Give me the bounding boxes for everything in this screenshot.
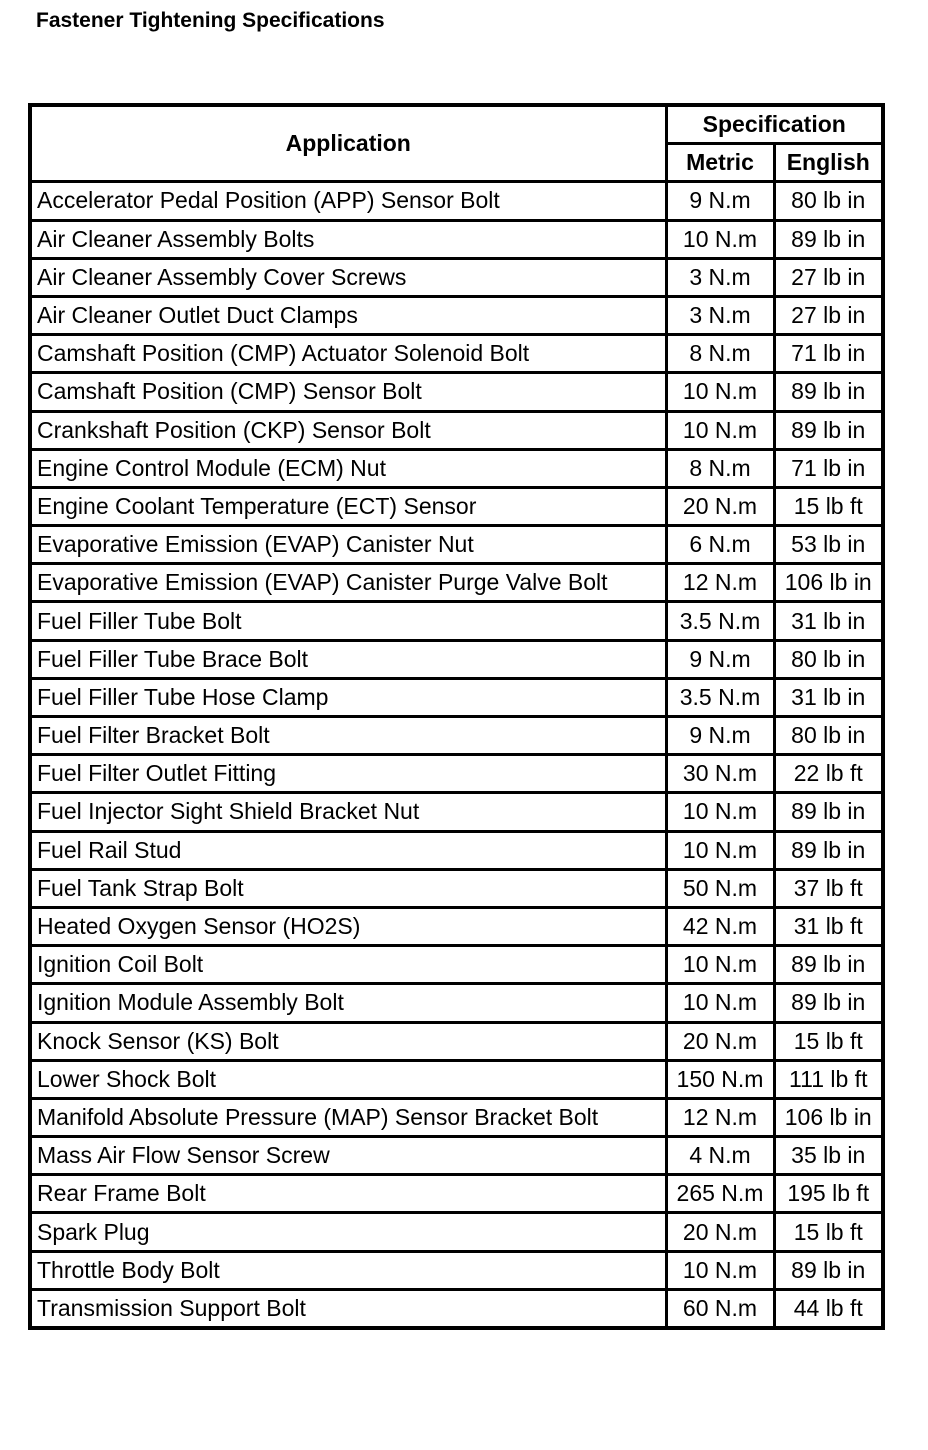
- cell-metric: 3.5 N.m: [666, 678, 774, 716]
- cell-metric: 12 N.m: [666, 1098, 774, 1136]
- cell-metric: 8 N.m: [666, 335, 774, 373]
- table-row: [30, 258, 883, 296]
- cell-application: Fuel Injector Sight Shield Bracket Nut: [30, 793, 666, 831]
- cell-metric: 9 N.m: [666, 182, 774, 220]
- page-title: Fastener Tightening Specifications: [36, 9, 385, 32]
- table-row: [30, 487, 883, 525]
- cell-metric: 6 N.m: [666, 526, 774, 564]
- table-row: [30, 717, 883, 755]
- cell-english: 106 lb in: [774, 1098, 883, 1136]
- cell-english: 53 lb in: [774, 526, 883, 564]
- cell-english: 71 lb in: [774, 449, 883, 487]
- cell-metric: 9 N.m: [666, 717, 774, 755]
- table-row: [30, 946, 883, 984]
- cell-metric: 50 N.m: [666, 869, 774, 907]
- table-row: [30, 907, 883, 945]
- cell-application: Camshaft Position (CMP) Sensor Bolt: [30, 373, 666, 411]
- cell-application: Evaporative Emission (EVAP) Canister Nut: [30, 526, 666, 564]
- cell-metric: 10 N.m: [666, 946, 774, 984]
- cell-application: Heated Oxygen Sensor (HO2S): [30, 907, 666, 945]
- cell-metric: 10 N.m: [666, 831, 774, 869]
- cell-english: 22 lb ft: [774, 755, 883, 793]
- cell-metric: 10 N.m: [666, 984, 774, 1022]
- table-row: [30, 1175, 883, 1213]
- cell-metric: 12 N.m: [666, 564, 774, 602]
- cell-metric: 10 N.m: [666, 793, 774, 831]
- cell-english: 89 lb in: [774, 220, 883, 258]
- table-row: [30, 335, 883, 373]
- header-metric: Metric: [666, 144, 774, 182]
- cell-metric: 4 N.m: [666, 1137, 774, 1175]
- table-row: [30, 1137, 883, 1175]
- fastener-spec-table: [28, 103, 885, 1330]
- table-row: [30, 640, 883, 678]
- cell-english: 89 lb in: [774, 373, 883, 411]
- cell-english: 15 lb ft: [774, 1022, 883, 1060]
- cell-english: 37 lb ft: [774, 869, 883, 907]
- cell-application: Transmission Support Bolt: [30, 1289, 666, 1328]
- cell-application: Fuel Rail Stud: [30, 831, 666, 869]
- table-row: [30, 793, 883, 831]
- cell-english: 15 lb ft: [774, 1213, 883, 1251]
- cell-application: Ignition Coil Bolt: [30, 946, 666, 984]
- cell-application: Mass Air Flow Sensor Screw: [30, 1137, 666, 1175]
- cell-metric: 3.5 N.m: [666, 602, 774, 640]
- cell-english: 31 lb ft: [774, 907, 883, 945]
- cell-metric: 3 N.m: [666, 296, 774, 334]
- cell-metric: 265 N.m: [666, 1175, 774, 1213]
- cell-english: 35 lb in: [774, 1137, 883, 1175]
- cell-application: Fuel Filter Bracket Bolt: [30, 717, 666, 755]
- table-row: [30, 755, 883, 793]
- cell-english: 31 lb in: [774, 602, 883, 640]
- table-row: [30, 411, 883, 449]
- cell-english: 27 lb in: [774, 296, 883, 334]
- table-row: [30, 564, 883, 602]
- table-row: [30, 220, 883, 258]
- table-row: [30, 1098, 883, 1136]
- table-row: [30, 373, 883, 411]
- cell-english: 15 lb ft: [774, 487, 883, 525]
- cell-metric: 150 N.m: [666, 1060, 774, 1098]
- table-row: [30, 984, 883, 1022]
- cell-application: Fuel Filter Outlet Fitting: [30, 755, 666, 793]
- cell-application: Lower Shock Bolt: [30, 1060, 666, 1098]
- table-row: [30, 1213, 883, 1251]
- cell-english: 89 lb in: [774, 411, 883, 449]
- header-specification: Specification: [666, 105, 883, 144]
- cell-application: Air Cleaner Assembly Bolts: [30, 220, 666, 258]
- cell-application: Fuel Filler Tube Brace Bolt: [30, 640, 666, 678]
- cell-application: Spark Plug: [30, 1213, 666, 1251]
- cell-application: Evaporative Emission (EVAP) Canister Purge Valve Bolt: [30, 564, 666, 602]
- table-row: [30, 449, 883, 487]
- cell-metric: 60 N.m: [666, 1289, 774, 1328]
- cell-application: Fuel Filler Tube Bolt: [30, 602, 666, 640]
- table-row: [30, 296, 883, 334]
- cell-english: 89 lb in: [774, 946, 883, 984]
- table-row: [30, 1251, 883, 1289]
- cell-metric: 9 N.m: [666, 640, 774, 678]
- table-row: [30, 1060, 883, 1098]
- cell-english: 31 lb in: [774, 678, 883, 716]
- header-english: English: [774, 144, 883, 182]
- cell-application: Fuel Tank Strap Bolt: [30, 869, 666, 907]
- cell-metric: 10 N.m: [666, 411, 774, 449]
- table-row: [30, 182, 883, 220]
- cell-english: 195 lb ft: [774, 1175, 883, 1213]
- cell-english: 27 lb in: [774, 258, 883, 296]
- cell-english: 89 lb in: [774, 793, 883, 831]
- cell-application: Engine Control Module (ECM) Nut: [30, 449, 666, 487]
- table-row: [30, 831, 883, 869]
- cell-application: Throttle Body Bolt: [30, 1251, 666, 1289]
- cell-english: 71 lb in: [774, 335, 883, 373]
- table-row: [30, 602, 883, 640]
- cell-metric: 10 N.m: [666, 220, 774, 258]
- header-application: Application: [30, 105, 666, 182]
- cell-english: 111 lb ft: [774, 1060, 883, 1098]
- cell-application: Rear Frame Bolt: [30, 1175, 666, 1213]
- cell-english: 80 lb in: [774, 640, 883, 678]
- cell-application: Air Cleaner Outlet Duct Clamps: [30, 296, 666, 334]
- cell-english: 89 lb in: [774, 984, 883, 1022]
- cell-english: 44 lb ft: [774, 1289, 883, 1328]
- table-row: [30, 1022, 883, 1060]
- cell-metric: 20 N.m: [666, 1022, 774, 1060]
- cell-application: Accelerator Pedal Position (APP) Sensor Bolt: [30, 182, 666, 220]
- cell-application: Crankshaft Position (CKP) Sensor Bolt: [30, 411, 666, 449]
- cell-english: 89 lb in: [774, 831, 883, 869]
- cell-metric: 8 N.m: [666, 449, 774, 487]
- cell-metric: 42 N.m: [666, 907, 774, 945]
- cell-english: 106 lb in: [774, 564, 883, 602]
- cell-application: Camshaft Position (CMP) Actuator Solenoid Bolt: [30, 335, 666, 373]
- table-row: [30, 869, 883, 907]
- table-row: [30, 526, 883, 564]
- cell-metric: 30 N.m: [666, 755, 774, 793]
- cell-application: Air Cleaner Assembly Cover Screws: [30, 258, 666, 296]
- cell-metric: 10 N.m: [666, 1251, 774, 1289]
- table-body: [30, 182, 883, 1328]
- cell-metric: 20 N.m: [666, 1213, 774, 1251]
- cell-application: Ignition Module Assembly Bolt: [30, 984, 666, 1022]
- cell-metric: 10 N.m: [666, 373, 774, 411]
- cell-application: Knock Sensor (KS) Bolt: [30, 1022, 666, 1060]
- cell-metric: 20 N.m: [666, 487, 774, 525]
- cell-application: Engine Coolant Temperature (ECT) Sensor: [30, 487, 666, 525]
- table-row: [30, 1289, 883, 1328]
- cell-metric: 3 N.m: [666, 258, 774, 296]
- cell-english: 80 lb in: [774, 182, 883, 220]
- cell-application: Fuel Filler Tube Hose Clamp: [30, 678, 666, 716]
- cell-application: Manifold Absolute Pressure (MAP) Sensor Bracket Bolt: [30, 1098, 666, 1136]
- table-header: [30, 105, 883, 182]
- cell-english: 80 lb in: [774, 717, 883, 755]
- cell-english: 89 lb in: [774, 1251, 883, 1289]
- table-row: [30, 678, 883, 716]
